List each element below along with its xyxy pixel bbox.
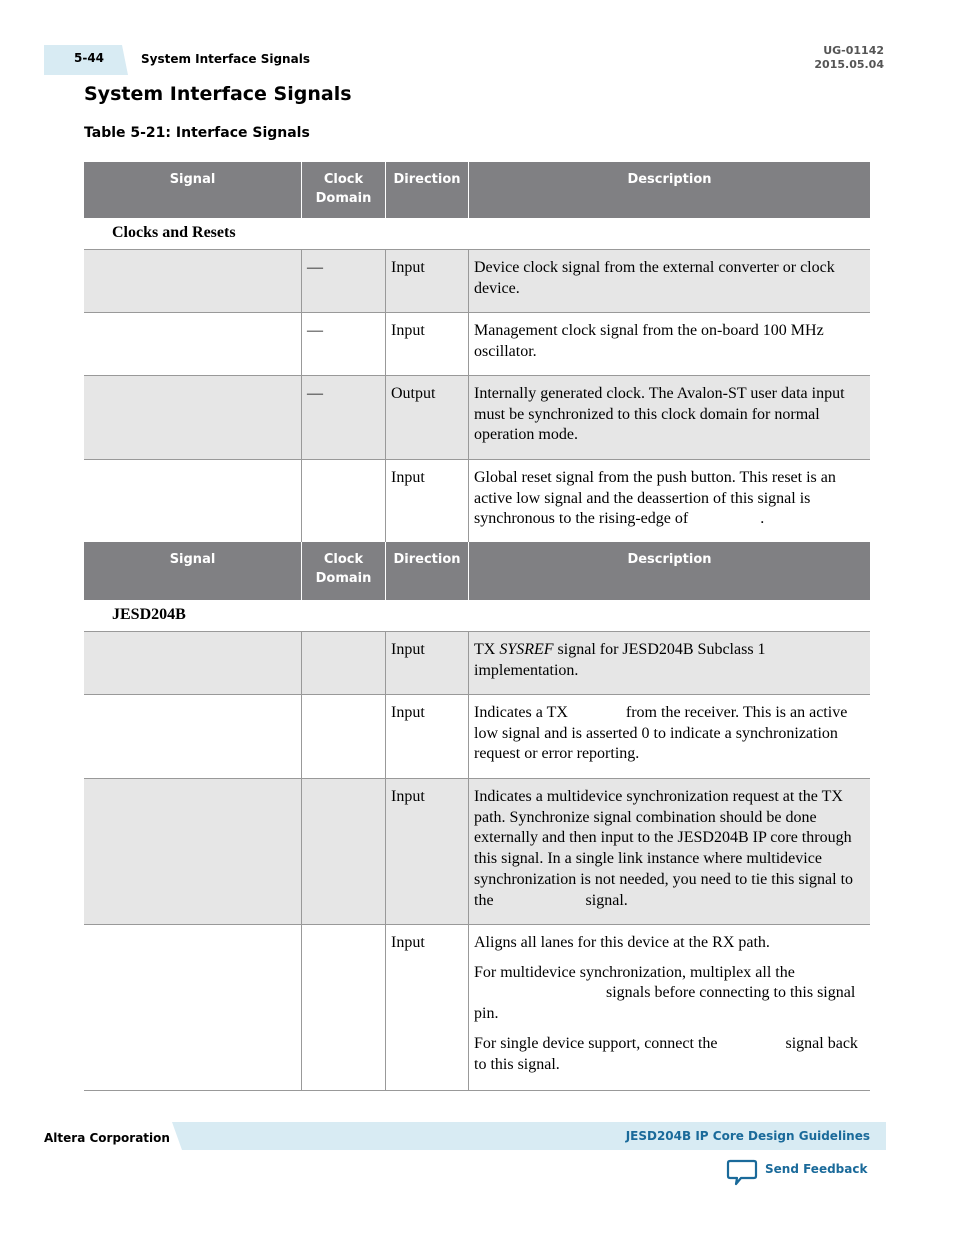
table-header bbox=[84, 162, 870, 218]
description-text: signal back to this signal. bbox=[474, 1034, 858, 1073]
description-text: TX bbox=[474, 641, 496, 658]
group-clocks-and-resets: Clocks and Resets bbox=[84, 218, 870, 250]
signal-cell bbox=[84, 632, 301, 694]
signal-cell bbox=[84, 460, 301, 542]
description-paragraph: Aligns all lanes for this device at the RX path. bbox=[474, 934, 770, 951]
signal-cell bbox=[84, 250, 301, 312]
description-cell bbox=[468, 779, 870, 924]
clock-domain-cell bbox=[301, 779, 385, 924]
group-jesd204b: JESD204B bbox=[84, 600, 870, 632]
description-paragraph bbox=[474, 1034, 865, 1075]
description-cell bbox=[468, 695, 870, 778]
feedback-icon[interactable] bbox=[726, 1158, 758, 1186]
direction-cell: Input bbox=[385, 313, 468, 375]
description-cell: Device clock signal from the external converter or clock device. bbox=[468, 250, 870, 312]
description-text: . bbox=[760, 510, 765, 528]
sysref-term: SYSREF bbox=[499, 641, 554, 658]
description-cell bbox=[468, 925, 870, 1090]
description-text: Indicates a TX bbox=[474, 704, 568, 721]
signal-cell bbox=[84, 779, 301, 924]
clock-domain-cell: — bbox=[301, 376, 385, 459]
description-cell: Management clock signal from the on-board 100 MHz oscillator. bbox=[468, 313, 870, 375]
table-caption: Table 5-21: Interface Signals bbox=[84, 125, 310, 141]
section-title: System Interface Signals bbox=[84, 83, 352, 105]
col-header-direction: Direction bbox=[385, 542, 468, 600]
description-text: signal for JESD204B Subclass 1 implementation. bbox=[474, 641, 766, 679]
table-header-repeat bbox=[84, 542, 870, 600]
table-row bbox=[84, 632, 870, 695]
running-header-title: System Interface Signals bbox=[141, 52, 310, 66]
description-text: from the receiver. This is an active low signal and is asserted 0 to indicate a synchronization request or error reporting. bbox=[474, 704, 848, 763]
col-header-signal: Signal bbox=[169, 172, 216, 187]
col-header-clock-domain: Clock Domain bbox=[301, 542, 385, 600]
signal-cell bbox=[84, 925, 301, 1090]
description-text: For multidevice synchronization, multiplex all the bbox=[474, 963, 795, 981]
clock-domain-cell bbox=[301, 460, 385, 542]
clock-domain-cell: — bbox=[301, 250, 385, 312]
page-number: 5-44 bbox=[74, 51, 105, 65]
description-paragraph bbox=[474, 963, 865, 1025]
table-row bbox=[84, 460, 870, 542]
footer-doc-title-link[interactable]: JESD204B IP Core Design Guidelines bbox=[625, 1129, 870, 1143]
col-header-signal: Signal bbox=[169, 552, 216, 567]
clock-domain-cell: — bbox=[301, 313, 385, 375]
signal-cell bbox=[84, 376, 301, 459]
direction-cell: Input bbox=[385, 460, 468, 542]
clock-domain-cell bbox=[301, 632, 385, 694]
signal-cell bbox=[84, 695, 301, 778]
table-row bbox=[84, 695, 870, 779]
table-row bbox=[84, 250, 870, 313]
clock-domain-cell bbox=[301, 695, 385, 778]
description-text: Indicates a multidevice synchronization request at the TX path. Synchronize signal combination should be done externally and then input to the JESD204B IP core through this signal. In a single link instance where multidevice synchronization is not needed, you need to tie this signal to the bbox=[474, 788, 854, 909]
send-feedback-link[interactable]: Send Feedback bbox=[765, 1162, 868, 1176]
direction-cell: Input bbox=[385, 250, 468, 312]
direction-cell: Input bbox=[385, 695, 468, 778]
clock-domain-cell bbox=[301, 925, 385, 1090]
col-header-clock-domain: Clock Domain bbox=[301, 162, 385, 218]
description-cell bbox=[468, 460, 870, 542]
direction-cell: Input bbox=[385, 925, 468, 1090]
interface-signals-table bbox=[84, 162, 870, 1091]
signal-cell bbox=[84, 313, 301, 375]
description-text: Global reset signal from the push button. This reset is an active low signal and the deassertion of this signal is synchronous to the rising-edge of bbox=[474, 469, 836, 528]
col-header-direction: Direction bbox=[385, 162, 468, 218]
table-row bbox=[84, 376, 870, 460]
doc-date: 2015.05.04 bbox=[814, 58, 884, 71]
doc-id-block bbox=[814, 44, 884, 72]
footer-company: Altera Corporation bbox=[44, 1131, 170, 1145]
table-row bbox=[84, 925, 870, 1091]
direction-cell: Input bbox=[385, 779, 468, 924]
col-header-description: Description bbox=[468, 542, 870, 600]
table-row bbox=[84, 313, 870, 376]
col-header-description: Description bbox=[468, 162, 870, 218]
description-text: signal. bbox=[585, 891, 628, 909]
direction-cell: Output bbox=[385, 376, 468, 459]
description-cell: Internally generated clock. The Avalon-ST user data input must be synchronized to this clock domain for normal operation mode. bbox=[468, 376, 870, 459]
description-cell bbox=[468, 632, 870, 694]
doc-id: UG-01142 bbox=[823, 44, 884, 57]
description-text: For single device support, connect the bbox=[474, 1034, 718, 1052]
direction-cell: Input bbox=[385, 632, 468, 694]
table-row bbox=[84, 779, 870, 925]
description-text: signals before connecting to this signal pin. bbox=[474, 984, 856, 1023]
